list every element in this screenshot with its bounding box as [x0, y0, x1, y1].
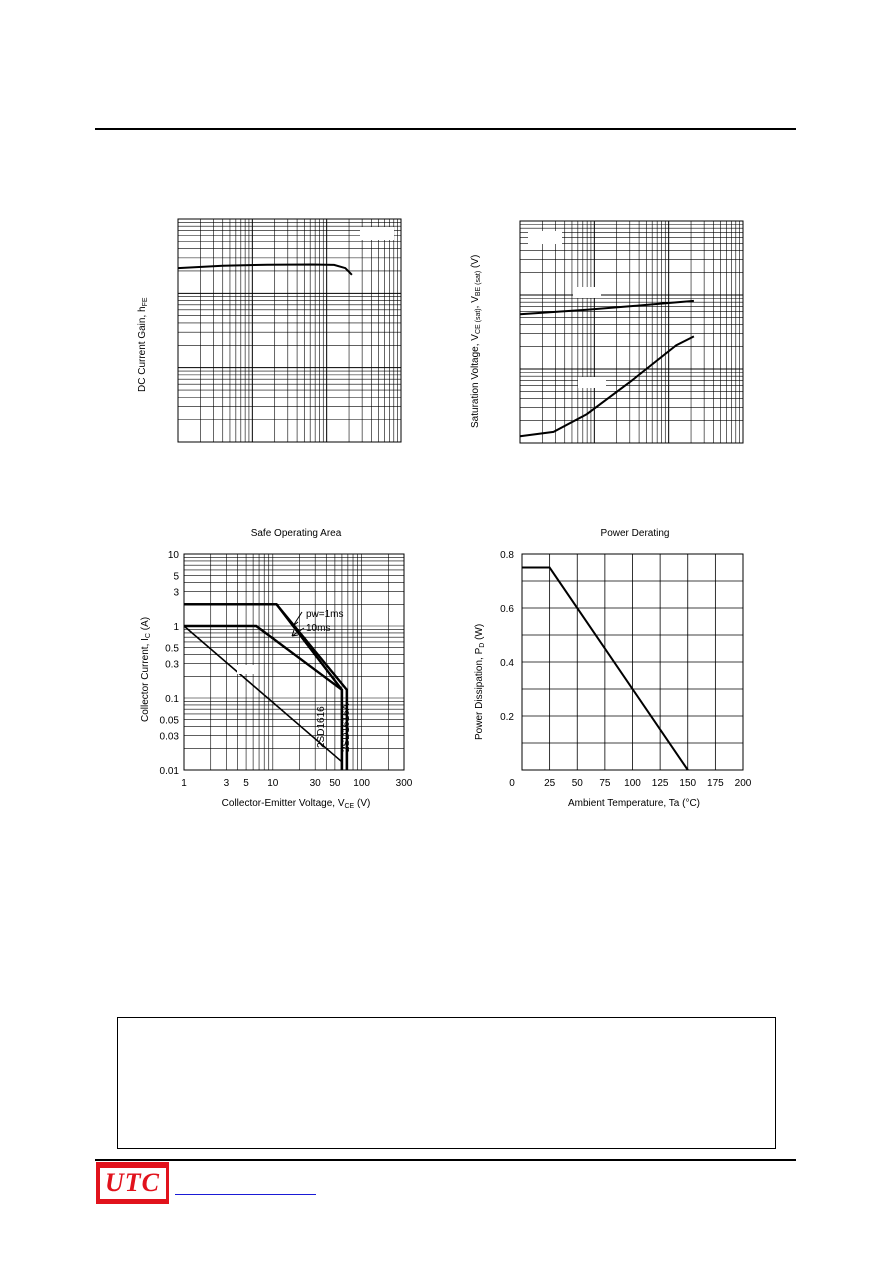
y-tick-label: 3 [173, 587, 179, 599]
utc-logo-text: UTC [105, 1168, 160, 1197]
series-line-2 [520, 336, 694, 436]
label-placeholder [578, 377, 606, 388]
y-axis-label: Saturation Voltage, $V_{CE (sat)}$, $V_{BE (sat)}$ (V) [470, 254, 482, 428]
x-axis-label: Ambient Temperature, Ta (°C) [567, 798, 701, 809]
y-axis-label: Power Dissipation, $P_D$ (W) [474, 623, 486, 740]
series-line-1 [178, 265, 352, 275]
y-axis-label: DC Current Gain, $h_{FE}$ [137, 297, 149, 392]
annotation-10ms: 10ms [306, 623, 331, 634]
x-tick-label: 3 [223, 778, 230, 789]
label-placeholder [237, 665, 255, 674]
x-tick-label: 200 [734, 778, 752, 789]
chart-title: Power Derating [600, 528, 670, 539]
x-tick-label: 75 [599, 778, 611, 789]
soa-boundary-3 [184, 626, 342, 770]
y-tick-label: 10 [167, 550, 179, 561]
y-tick-label: 0.1 [165, 694, 179, 705]
x-tick-label: 50 [571, 778, 583, 789]
series-line-1 [520, 301, 694, 314]
x-tick-label: 100 [624, 778, 641, 789]
soa-boundary-4 [184, 626, 342, 762]
y-tick-label: 0.4 [500, 658, 514, 669]
website-link-underline[interactable] [175, 1194, 316, 1195]
utc-logo [96, 1162, 169, 1204]
x-tick-label: 150 [679, 778, 697, 789]
y-tick-label: 0.3 [165, 659, 179, 671]
soa-boundary-1 [184, 604, 342, 770]
y-tick-label: 0.5 [165, 643, 179, 655]
x-tick-label: 100 [353, 778, 370, 789]
chart-title: Safe Operating Area [250, 528, 342, 539]
x-tick-label: 175 [707, 778, 724, 789]
x-tick-label: 10 [267, 778, 279, 789]
y-tick-label: 0.01 [159, 766, 179, 777]
notice-box [117, 1017, 776, 1149]
y-tick-label: 5 [173, 571, 179, 583]
x-tick-label: 5 [243, 778, 249, 789]
label-placeholder [573, 287, 601, 298]
plot-frame [522, 554, 743, 770]
footer-rule [95, 1159, 796, 1161]
legend-placeholder [360, 227, 394, 240]
x-tick-label: 50 [329, 778, 341, 789]
plot-frame [520, 221, 743, 443]
annotation-2sd1616: 2SD1616 [316, 706, 327, 748]
x-tick-label: 1 [181, 778, 187, 789]
y-tick-label: 0.05 [159, 715, 179, 727]
x-tick-label: 300 [395, 778, 413, 789]
x-tick-label: 25 [544, 778, 556, 789]
utc-logo-inner [99, 1167, 167, 1200]
y-tick-label: 0.2 [500, 712, 514, 723]
annotation-pw-1ms: pw=1ms [306, 609, 344, 620]
plot-frame [184, 554, 404, 770]
x-axis-label: Collector-Emitter Voltage, $V_{CE}$ (V) [221, 798, 371, 810]
plot-frame [178, 219, 401, 442]
y-tick-label: 0.6 [500, 604, 514, 615]
annotation-2sd1616a: 2SD1616A [341, 703, 352, 752]
x-tick-label: 125 [651, 778, 669, 789]
pulse-arrow [292, 628, 304, 636]
y-axis-label: Collector Current, $I_C$ (A) [140, 616, 152, 722]
y-tick-label: 1 [173, 622, 179, 633]
header-rule [95, 128, 796, 130]
soa-boundary-2 [184, 604, 347, 770]
pulse-arrow [290, 612, 302, 626]
x-tick-label: 30 [309, 778, 321, 789]
y-tick-label: 0.8 [500, 550, 514, 561]
y-tick-label: 0.03 [159, 731, 179, 743]
x-tick-label: 0 [509, 778, 515, 789]
derating-line [522, 568, 688, 771]
legend-placeholder [528, 231, 562, 244]
